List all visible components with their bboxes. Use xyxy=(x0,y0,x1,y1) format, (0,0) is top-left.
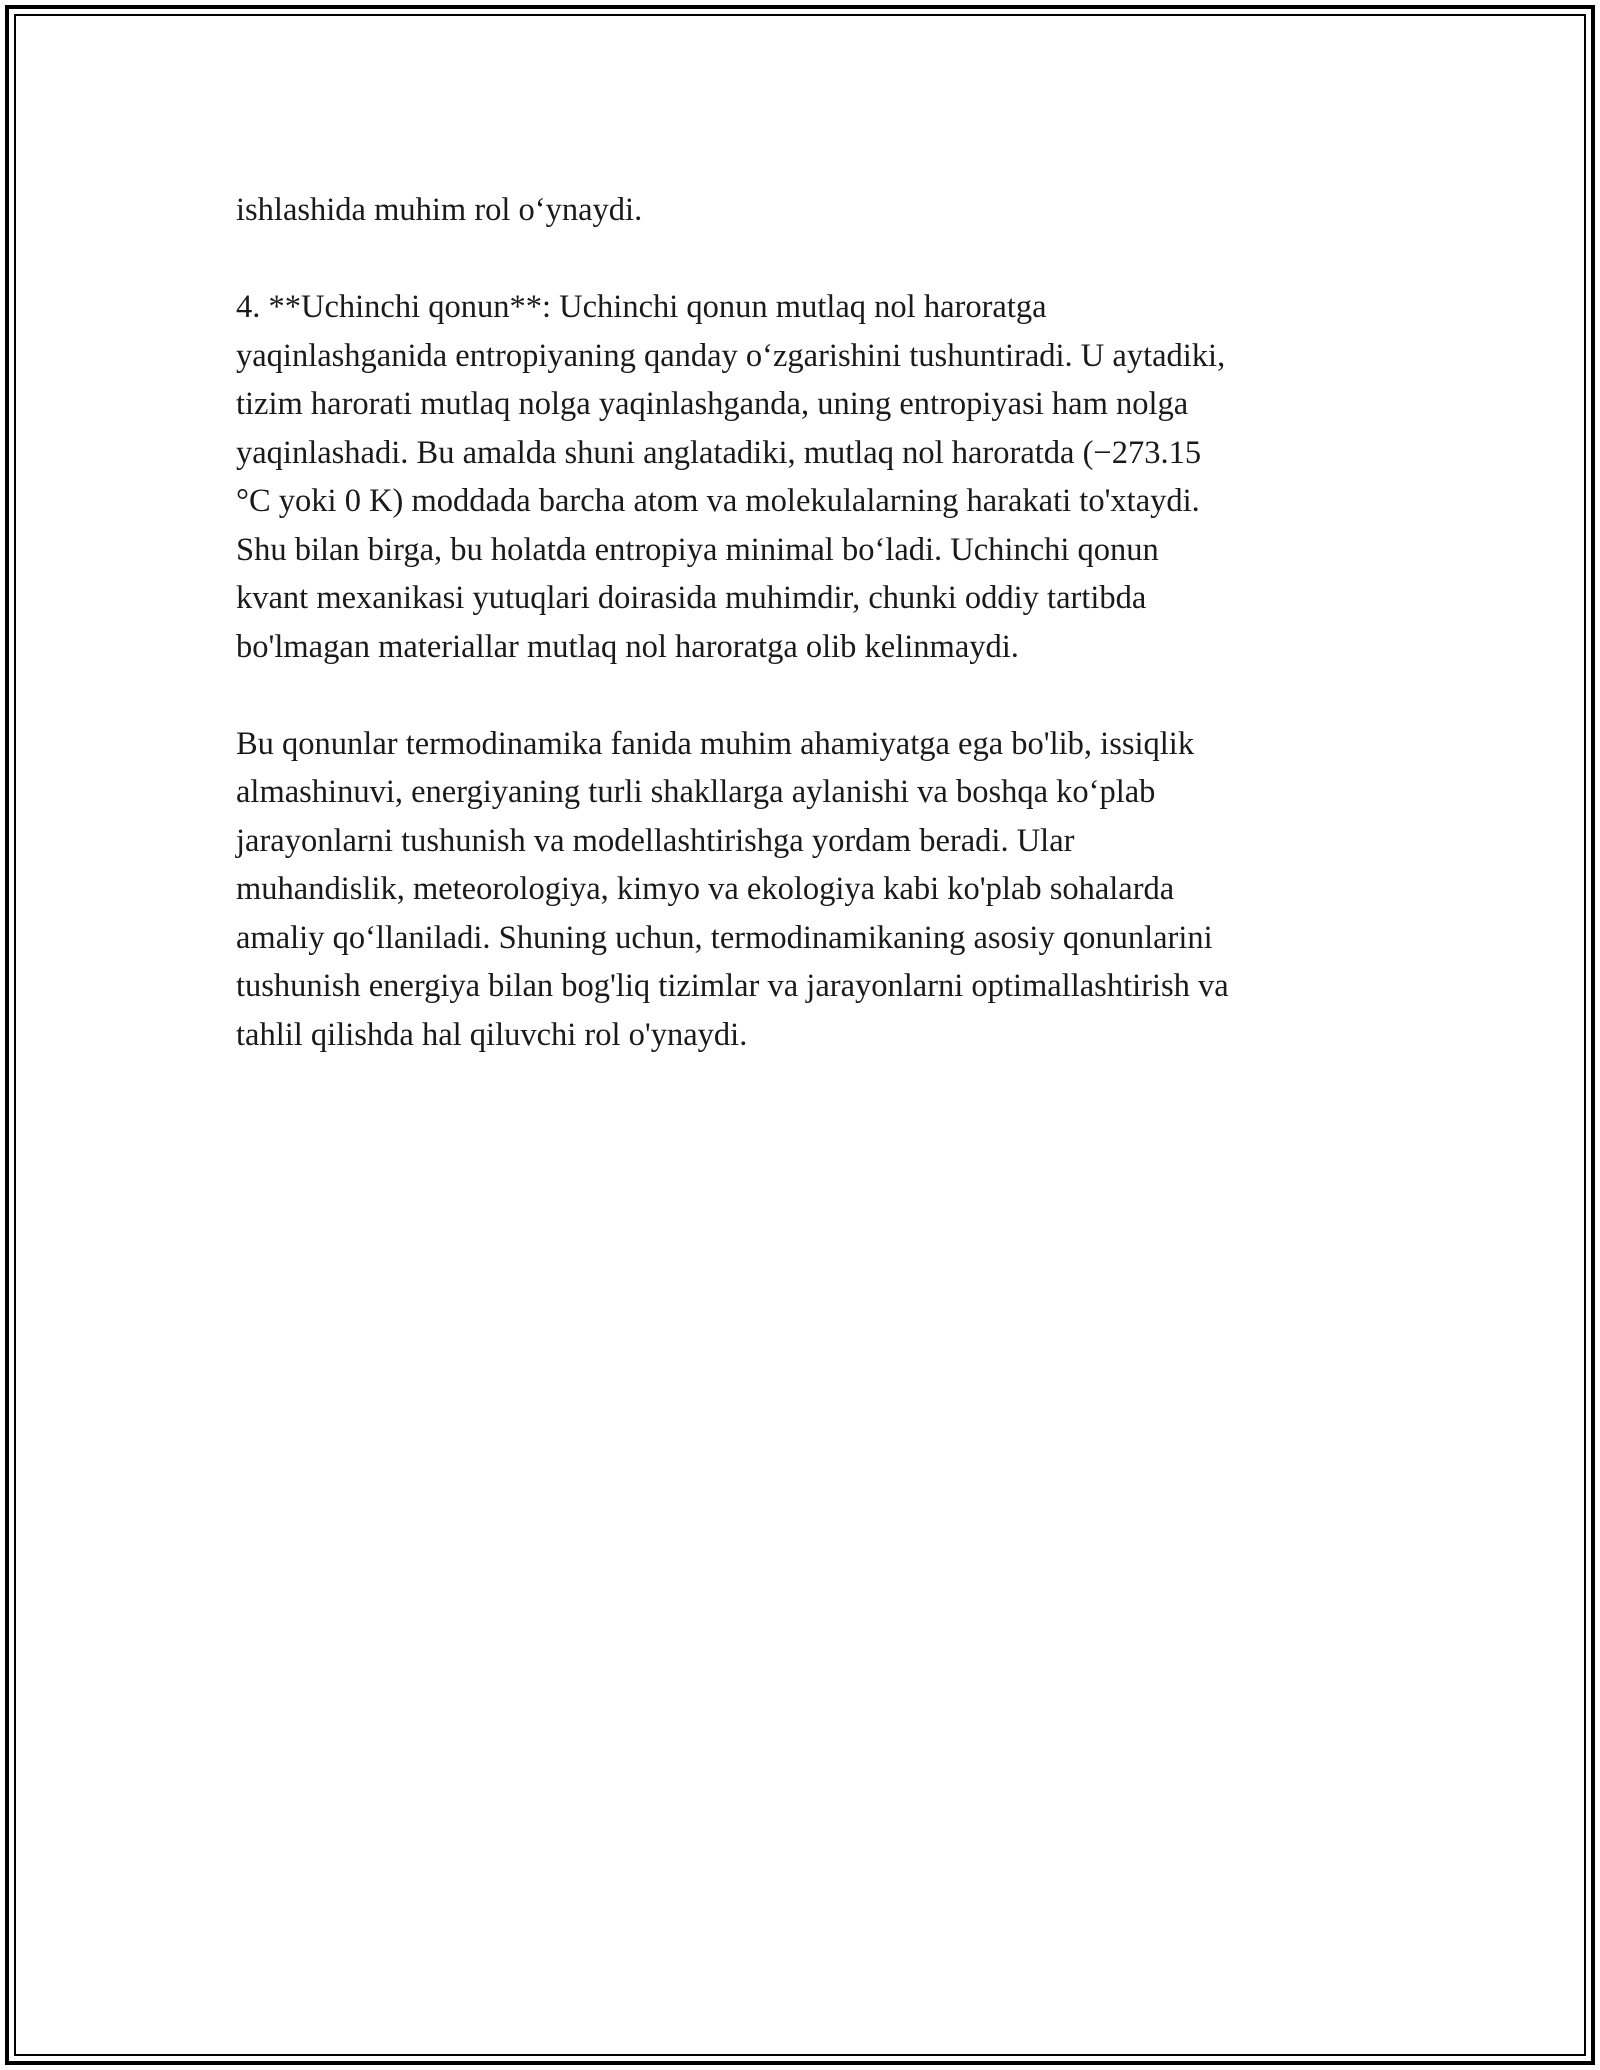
document-body xyxy=(236,186,1366,1108)
paragraph-third-law: 4. **Uchinchi qonun**: Uchinchi qonun mutlaq nol haroratga yaqinlashganida entropiyaning qanday o‘zgarishini tushuntiradi. U aytadiki, tizim harorati mutlaq nolga yaqinlashganda, uning entropiyasi ham nolga yaqinlashadi. Bu amalda shuni anglatadiki, mutlaq nol haroratda (−273.15 °C yoki 0 K) moddada barcha atom va molekulalarning harakati to'xtaydi. Shu bilan birga, bu holatda entropiya minimal bo‘ladi. Uchinchi qonun kvant mexanikasi yutuqlari doirasida muhimdir, chunki oddiy tartibda bo'lmagan materiallar mutlaq nol haroratga olib kelinmaydi. xyxy=(236,289,1226,665)
paragraph-continuation: ishlashida muhim rol o‘ynaydi. xyxy=(236,192,643,228)
paragraph-conclusion: Bu qonunlar termodinamika fanida muhim ahamiyatga ega bo'lib, issiqlik almashinuvi, energiyaning turli shakllarga aylanishi va boshqa ko‘plab jarayonlarni tushunish va modellashtirishga yordam beradi. Ular muhandislik, meteorologiya, kimyo va ekologiya kabi ko'plab sohalarda amaliy qo‘llaniladi. Shuning uchun, termodinamikaning asosiy qonunlarini tushunish energiya bilan bog'liq tizimlar va jarayonlarni optimallashtirish va tahlil qilishda hal qiluvchi rol o'ynaydi. xyxy=(236,725,1229,1053)
